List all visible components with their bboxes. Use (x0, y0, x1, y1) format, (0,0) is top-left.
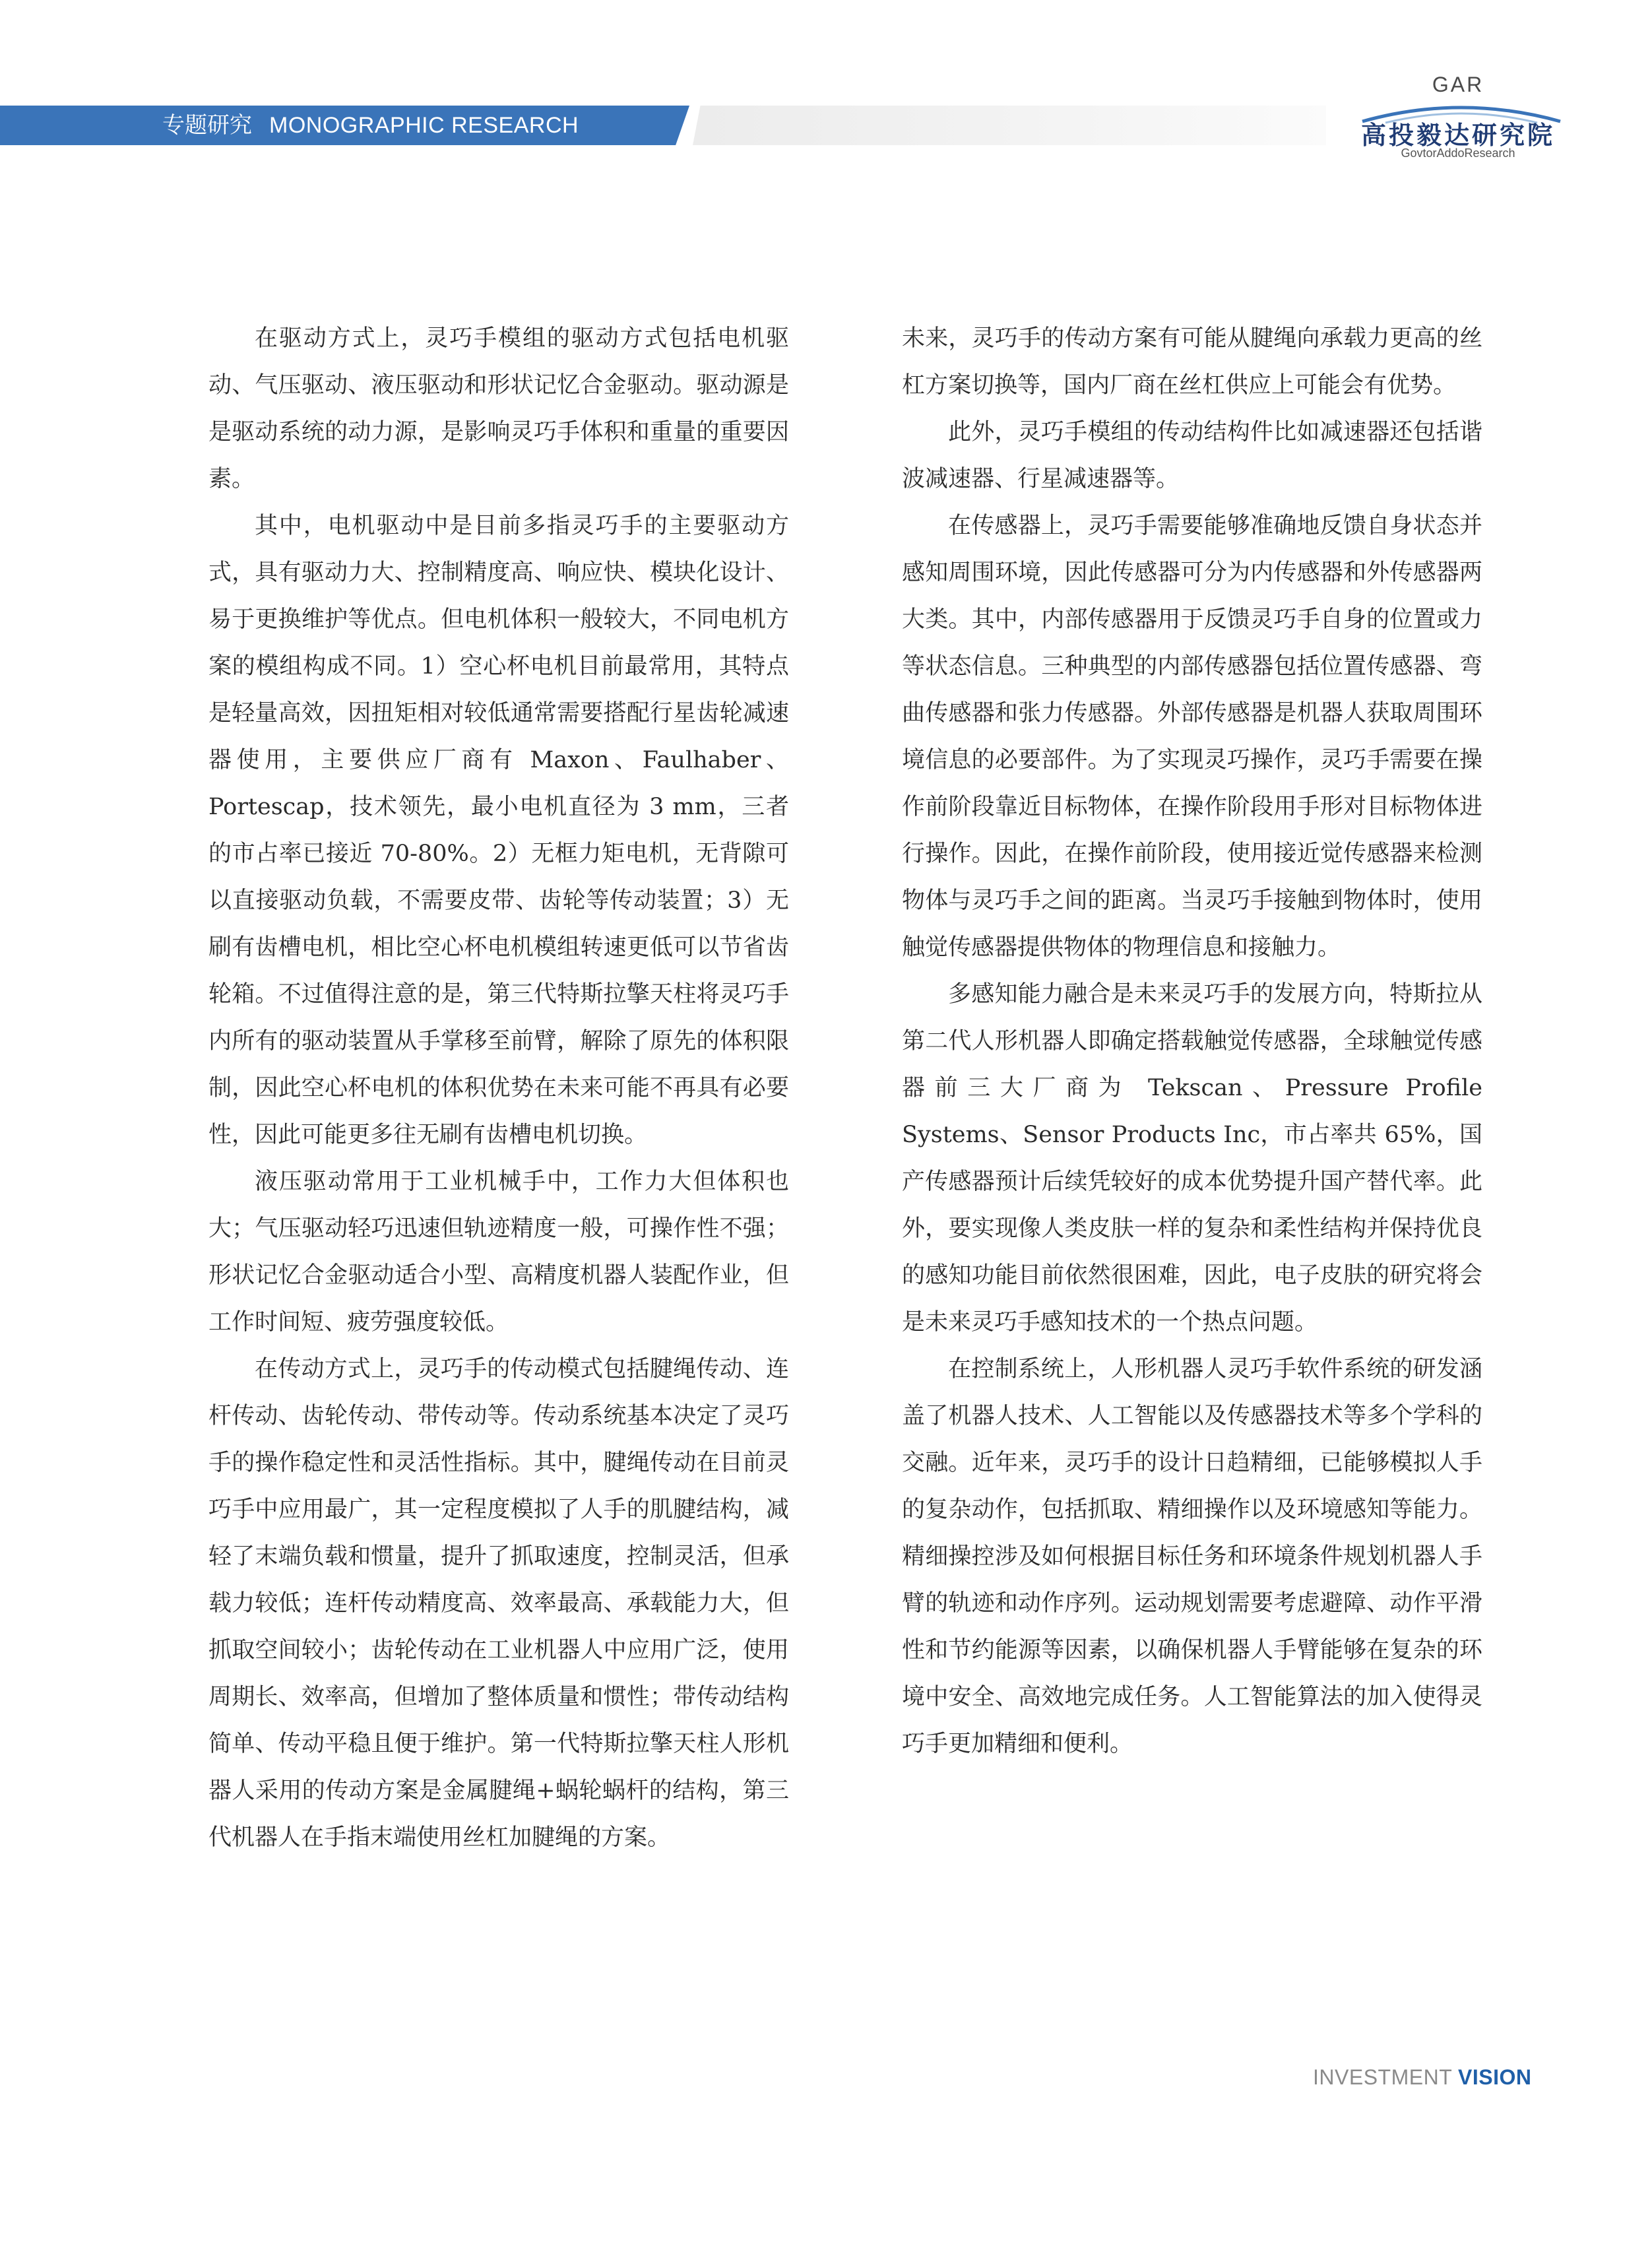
paragraph: 此外，灵巧手模组的传动结构件比如减速器还包括谐波减速器、行星减速器等。 (902, 419, 1482, 492)
left-column (208, 315, 789, 1861)
paragraph-continued: 未来，灵巧手的传动方案有可能从腱绳向承载力更高的丝杠方案切换等，国内厂商在丝杠供应上可能会有优势。 (902, 325, 1482, 399)
paragraph: 其中，电机驱动中是目前多指灵巧手的主要驱动方式，具有驱动力大、控制精度高、响应快、模块化设计、易于更换维护等优点。但电机体积一般较大，不同电机方案的模组构成不同。1）空心杯电机目前最常用，其特点是轻量高效，因扭矩相对较低通常需要搭配行星齿轮减速器使用，主要供应厂商有 Maxon、Faulhaber、Portescap，技术领先，最小电机直径为 3 mm，三者的市占率已接近 70-80%。2）无框力矩电机，无背隙可以直接驱动负载，不需要皮带、齿轮等传动装置；3）无刷有齿槽电机，相比空心杯电机模组转速更低可以节省齿轮箱。不过值得注意的是，第三代特斯拉擎天柱将灵巧手内所有的驱动装置从手掌移至前臂，解除了原先的体积限制，因此空心杯电机的体积优势在未来可能不再具有必要性，因此可能更多往无刷有齿槽电机切换。 (208, 513, 789, 1148)
paragraph: 多感知能力融合是未来灵巧手的发展方向，特斯拉从第二代人形机器人即确定搭载触觉传感器，全球触觉传感器前三大厂商为 Tekscan、Pressure Profile Systems、Sensor Products Inc，市占率共 65%，国产传感器预计后续凭较好的成本优势提升国产替代率。此外，要实现像人类皮肤一样的复杂和柔性结构并保持优良的感知功能目前依然很困难，因此，电子皮肤的研究将会是未来灵巧手感知技术的一个热点问题。 (902, 981, 1482, 1335)
gar-logo (1346, 73, 1577, 165)
paragraph: 在控制系统上，人形机器人灵巧手软件系统的研发涵盖了机器人技术、人工智能以及传感器技术等多个学科的交融。近年来，灵巧手的设计日趋精细，已能够模拟人手的复杂动作，包括抓取、精细操作以及环境感知等能力。精细操控涉及如何根据目标任务和环境条件规划机器人手臂的轨迹和动作序列。运动规划需要考虑避障、动作平滑性和节约能源等因素，以确保机器人手臂能够在复杂的环境中安全、高效地完成任务。人工智能算法的加入使得灵巧手更加精细和便利。 (902, 1356, 1482, 1757)
footer-word-investment: INVESTMENT (1313, 2065, 1452, 2089)
header-gray-band (693, 106, 1326, 145)
right-column (902, 315, 1482, 1768)
paragraph: 在驱动方式上，灵巧手模组的驱动方式包括电机驱动、气压驱动、液压驱动和形状记忆合金驱动。驱动源是是驱动系统的动力源，是影响灵巧手体积和重量的重要因素。 (208, 325, 789, 492)
section-title-cn: 专题研究 (162, 113, 252, 138)
footer-word-vision: VISION (1458, 2065, 1532, 2089)
logo-name-en: GovtorAddoResearch (1401, 146, 1515, 160)
paragraph: 在传感器上，灵巧手需要能够准确地反馈自身状态并感知周围环境，因此传感器可分为内传感器和外传感器两大类。其中，内部传感器用于反馈灵巧手自身的位置或力等状态信息。三种典型的内部传感器包括位置传感器、弯曲传感器和张力传感器。外部传感器是机器人获取周围环境信息的必要部件。为了实现灵巧操作，灵巧手需要在操作前阶段靠近目标物体，在操作阶段用手形对目标物体进行操作。因此，在操作前阶段，使用接近觉传感器来检测物体与灵巧手之间的距离。当灵巧手接触到物体时，使用触觉传感器提供物体的物理信息和接触力。 (902, 513, 1482, 961)
logo-abbr: GAR (1432, 73, 1484, 96)
logo-name-cn: 高投毅达研究院 (1360, 121, 1555, 150)
section-title-en: MONOGRAPHIC RESEARCH (269, 113, 579, 138)
footer-brand (1313, 2065, 1532, 2090)
paragraph: 在传动方式上，灵巧手的传动模式包括腱绳传动、连杆传动、齿轮传动、带传动等。传动系统基本决定了灵巧手的操作稳定性和灵活性指标。其中，腱绳传动在目前灵巧手中应用最广，其一定程度模拟了人手的肌腱结构，减轻了末端负载和惯量，提升了抓取速度，控制灵活，但承载力较低；连杆传动精度高、效率最高、承载能力大，但抓取空间较小；齿轮传动在工业机器人中应用广泛，使用周期长、效率高，但增加了整体质量和惯性；带传动结构简单、传动平稳且便于维护。第一代特斯拉擎天柱人形机器人采用的传动方案是金属腱绳+蜗轮蜗杆的结构，第三代机器人在手指末端使用丝杠加腱绳的方案。 (208, 1356, 789, 1851)
section-header (162, 106, 579, 145)
paragraph: 液压驱动常用于工业机械手中，工作力大但体积也大；气压驱动轻巧迅速但轨迹精度一般，可操作性不强；形状记忆合金驱动适合小型、高精度机器人装配作业，但工作时间短、疲劳强度较低。 (208, 1169, 789, 1335)
